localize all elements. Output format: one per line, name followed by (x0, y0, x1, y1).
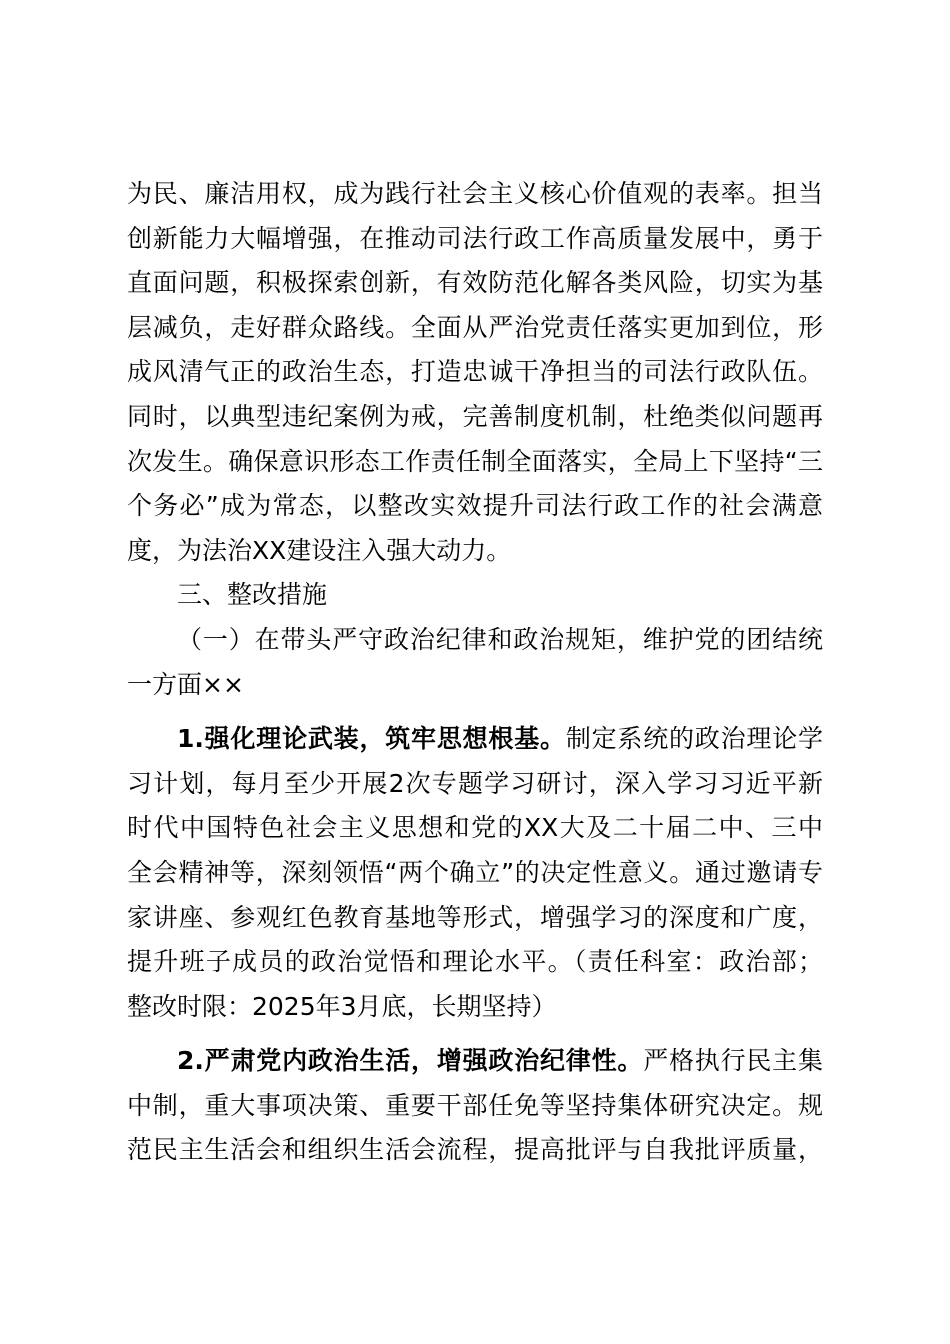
body-line: 提升班子成员的政治觉悟和理论水平。（责任科室：政治部； (127, 947, 823, 977)
body-line: 家讲座、参观红色教育基地等形式，增强学习的深度和广度， (127, 902, 823, 932)
body-line: 创新能力大幅增强，在推动司法行政工作高质量发展中，勇于 (127, 223, 823, 253)
body-line: 层减负，走好群众路线。全面从严治党责任落实更加到位，形 (127, 312, 823, 342)
body-line: 为民、廉洁用权，成为践行社会主义核心价值观的表率。担当 (127, 179, 823, 208)
paragraph-gap (127, 707, 823, 717)
section-title: 三、整改措施 (177, 580, 328, 610)
body-line: 整改时限：2025年3月底，长期坚持） (127, 991, 557, 1021)
paragraph-gap (127, 1029, 823, 1039)
item-1-text: 制定系统的政治理论学 (565, 724, 823, 754)
body-line: 度，为法治XX建设注入强大动力。 (127, 535, 512, 565)
body-line: 成风清气正的政治生态，打造忠诚干净担当的司法行政队伍。 (127, 357, 823, 387)
body-line: 范民主生活会和组织生活会流程，提高批评与自我批评质量， (127, 1135, 823, 1165)
body-line: 习计划，每月至少开展2次专题学习研讨，深入学习习近平新 (127, 768, 823, 798)
body-line: 时代中国特色社会主义思想和党的XX大及二十届二中、三中 (127, 813, 823, 843)
item-2-text: 严格执行民主集 (643, 1046, 823, 1076)
item-1-title: 1.强化理论武装，筑牢思想根基。 (177, 724, 566, 754)
subsection-heading: （一）在带头严守政治纪律和政治规矩，维护党的团结统 (177, 624, 823, 654)
body-line: 中制，重大事项决策、重要干部任免等坚持集体研究决定。规 (127, 1090, 823, 1120)
document-body (127, 172, 823, 1173)
subsection-heading-cont: 一方面×× (127, 669, 244, 699)
body-line: 直面问题，积极探索创新，有效防范化解各类风险，切实为基 (127, 268, 823, 298)
body-line: 次发生。确保意识形态工作责任制全面落实，全局上下坚持“三 (127, 446, 823, 476)
item-2-first-line (127, 1039, 823, 1084)
body-line: 个务必”成为常态，以整改实效提升司法行政工作的社会满意 (127, 491, 823, 521)
body-line: 全会精神等，深刻领悟“两个确立”的决定性意义。通过邀请专 (127, 857, 823, 887)
item-2-title: 2.严肃党内政治生活，增强政治纪律性。 (177, 1046, 644, 1076)
body-line: 同时，以典型违纪案例为戒，完善制度机制，杜绝类似问题再 (127, 401, 823, 431)
item-1-first-line (127, 717, 823, 762)
